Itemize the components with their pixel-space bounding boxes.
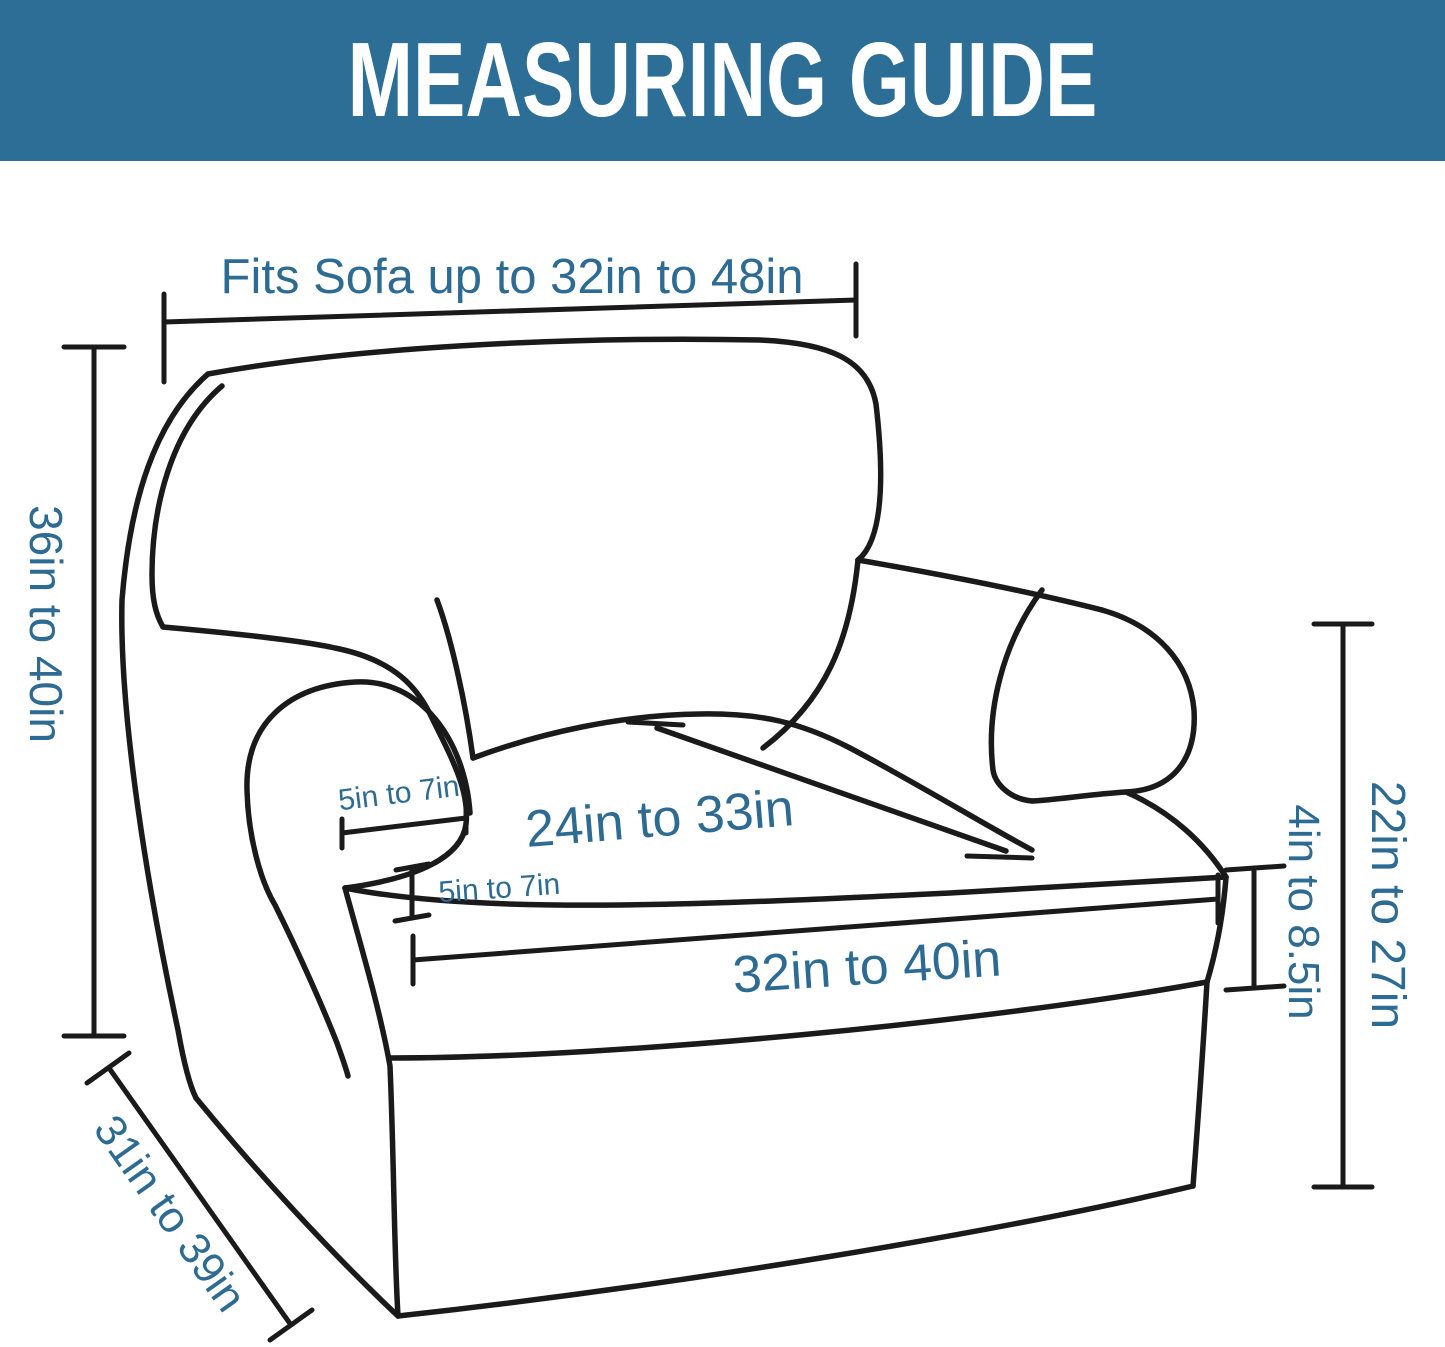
skirt-bottom-edge — [398, 1186, 1193, 1316]
page-title: MEASURING GUIDE — [347, 21, 1098, 139]
chair-back-piping — [152, 386, 222, 627]
label-back-height: 36in to 40in — [20, 505, 72, 743]
label-seat-depth: 24in to 33in — [523, 779, 796, 859]
measurement-labels — [20, 250, 1414, 1321]
label-seat-front-width: 32in to 40in — [730, 929, 1003, 1005]
label-arm-height: 22in to 27in — [1361, 780, 1414, 1030]
left-arm-silhouette — [163, 627, 467, 888]
right-arm-roll-inner — [991, 590, 1042, 801]
front-band-left-edge — [345, 888, 398, 1316]
label-cushion-side-height: 4in to 8.5in — [1279, 804, 1328, 1020]
label-seat-front-height: 5in to 7in — [437, 867, 562, 910]
seat-right-corner — [1126, 792, 1226, 877]
label-base-depth: 31in to 39in — [84, 1106, 256, 1321]
dim-cushion-height-line — [1226, 866, 1284, 990]
dim-seat-front-height-line — [395, 864, 429, 921]
chair-back-top-edge — [208, 339, 881, 560]
left-arm-roll — [247, 682, 470, 1076]
right-arm-roll-outer — [1032, 610, 1194, 801]
right-arm-top-edge — [858, 560, 1102, 610]
label-sofa-width: Fits Sofa up to 32in to 48in — [220, 250, 804, 304]
skirt-right-edge — [1193, 982, 1207, 1186]
label-arm-top-width: 5in to 7in — [336, 769, 462, 818]
dim-back-height-line — [64, 347, 124, 1036]
